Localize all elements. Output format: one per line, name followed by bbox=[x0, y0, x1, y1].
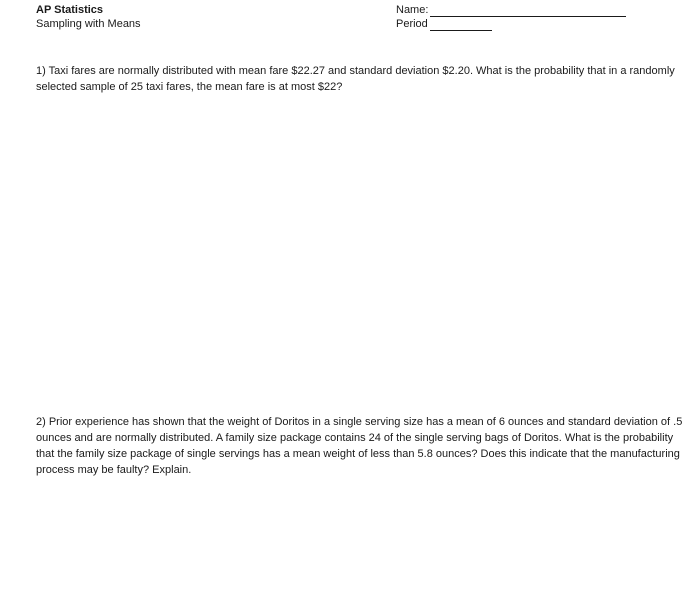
worksheet-title: Sampling with Means bbox=[36, 18, 141, 30]
name-label: Name: bbox=[396, 4, 429, 16]
course-title: AP Statistics bbox=[36, 4, 104, 16]
period-field-row bbox=[396, 17, 626, 31]
name-field-row bbox=[396, 3, 626, 17]
question-2: 2) Prior experience has shown that the weight of Doritos in a single serving size has a mean of 6 ounces and standard deviation of .5 ounces and are normally distributed. A family size package contains 24 of the single serving bags of Doritos. What is the probability that the family size package of single servings has a mean weight of less than 5.8 ounces? Does this indicate that the manufacturing process may be faulty? Explain. bbox=[36, 416, 683, 476]
question-1: 1) Taxi fares are normally distributed with mean fare $22.27 and standard deviation $2.20. What is the probability that in a randomly selected sample of 25 taxi fares, the mean fare is at most $22? bbox=[36, 65, 675, 93]
student-info-fields bbox=[396, 3, 626, 31]
name-blank-line[interactable] bbox=[430, 5, 626, 17]
period-blank-line[interactable] bbox=[430, 19, 492, 31]
worksheet-header bbox=[36, 3, 141, 31]
period-label: Period bbox=[396, 18, 428, 30]
